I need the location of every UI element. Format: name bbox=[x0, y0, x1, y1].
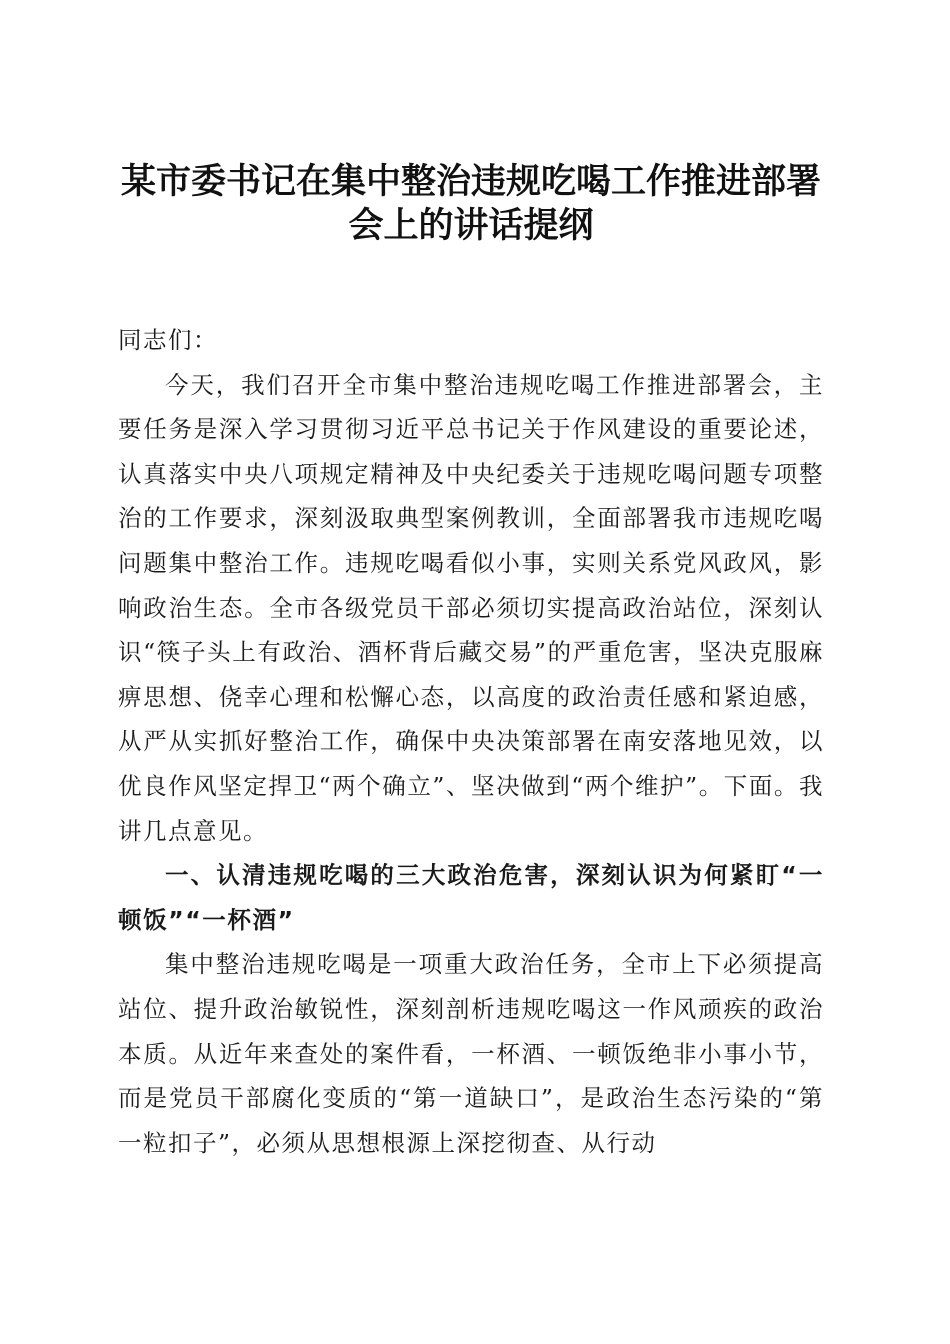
section-heading-1: 一、认清违规吃喝的三大政治危害，深刻认识为何紧盯“一顿饭”“一杯酒” bbox=[118, 861, 824, 934]
salutation: 同志们： bbox=[118, 326, 218, 354]
document-title: 某市委书记在集中整治违规吃喝工作推进部署会上的讲话提纲 bbox=[120, 161, 821, 246]
intro-paragraph: 今天，我们召开全市集中整治违规吃喝工作推进部署会，主要任务是深入学习贯彻习近平总书记关于作风建设的重要论述，认真落实中央八项规定精神及中央纪委关于违规吃喝问题专项整治的工作要求，深刻汲取典型案例教训，全面部署我市违规吃喝问题集中整治工作。违规吃喝看似小事，实则关系党风政风，影响政治生态。全市各级党员干部必须切实提高政治站位，深刻认识“筷子头上有政治、酒杯背后藏交易”的严重危害，坚决克服麻痹思想、侥幸心理和松懈心态，以高度的政治责任感和紧迫感，从严从实抓好整治工作，确保中央决策部署在南安落地见效，以优良作风坚定捍卫“两个确立”、坚决做到“两个维护”。下面。我讲几点意见。 bbox=[118, 370, 824, 845]
document-body bbox=[118, 318, 824, 1165]
section-1-paragraph: 集中整治违规吃喝是一项重大政治任务，全市上下必须提高站位、提升政治敏锐性，深刻剖析违规吃喝这一作风顽疾的政治本质。从近年来查处的案件看，一杯酒、一顿饭绝非小事小节，而是党员干部腐化变质的“第一道缺口”，是政治生态污染的“第一粒扣子”，必须从思想根源上深挖彻查、从行动 bbox=[118, 950, 824, 1157]
